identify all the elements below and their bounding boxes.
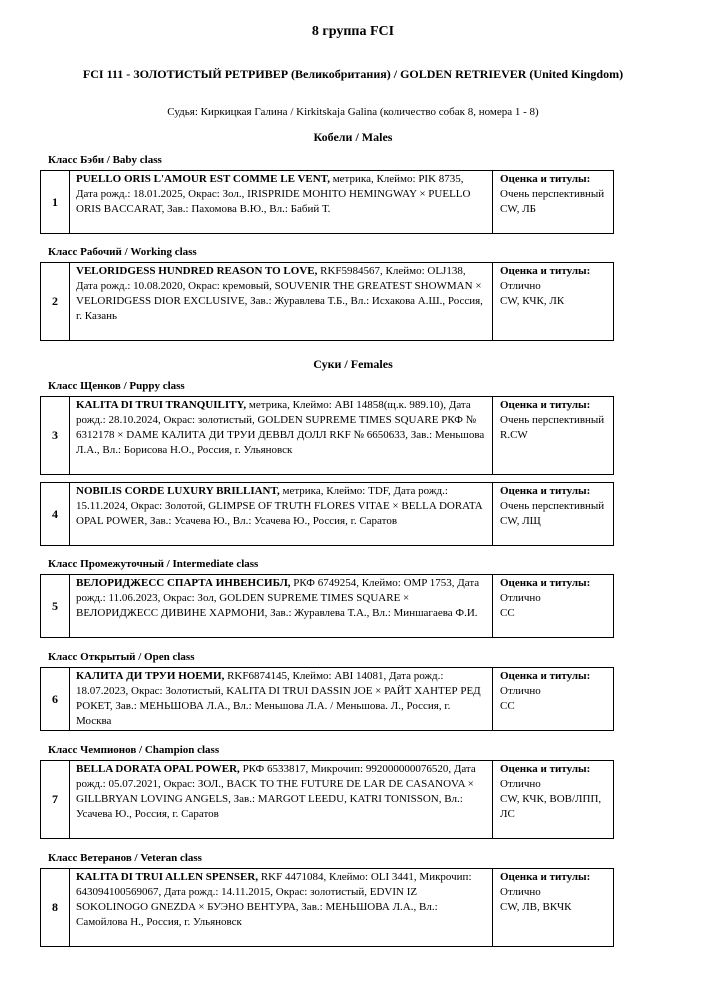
result-grade: Отлично — [500, 280, 541, 292]
result-titles: CW, КЧК, ЛК — [500, 295, 565, 307]
entry-number: 6 — [41, 668, 70, 730]
class-working: Класс Рабочий / Working class — [48, 246, 197, 258]
dog-details: метрика, Клеймо: ABI 14858(щ.к. 989.10), Дата рожд.: 28.10.2024, Окрас: золотистый, GOLDEN SUPREME TIMES SQUARE РКФ № 6312178 × DAME КАЛИТА ДИ ТРУИ ДЕВВЛ ДОЛЛ RKF № 6650633, Зав.: Меньшова Л.А., Вл.: Борисова Н.О., Россия, г. Ульяновск — [76, 399, 485, 456]
entry-result — [493, 575, 613, 637]
dog-name: KALITA DI TRUI TRANQUILITY, — [76, 399, 247, 411]
entry-number: 5 — [41, 575, 70, 637]
result-label: Оценка и титулы: — [500, 763, 591, 775]
entry-5 — [40, 574, 614, 638]
entry-result — [493, 171, 613, 233]
result-titles: CW, ЛБ — [500, 203, 536, 215]
entry-4 — [40, 482, 614, 546]
entry-3 — [40, 396, 614, 475]
result-titles: CC — [500, 607, 515, 619]
result-titles: R.CW — [500, 429, 528, 441]
result-grade: Очень перспективный — [500, 500, 605, 512]
dog-name: ВЕЛОРИДЖЕСС СПАРТА ИНВЕНСИБЛ, — [76, 577, 291, 589]
result-label: Оценка и титулы: — [500, 399, 591, 411]
entry-result — [493, 869, 613, 946]
entry-1 — [40, 170, 614, 234]
dog-name: КАЛИТА ДИ ТРУИ НОЕМИ, — [76, 670, 225, 682]
entry-description — [70, 263, 493, 340]
entry-result — [493, 761, 613, 838]
judge-line: Судья: Киркицкая Галина / Kirkitskaja Galina (количество собак 8, номера 1 - 8) — [167, 106, 539, 118]
entry-7 — [40, 760, 614, 839]
class-veteran: Класс Ветеранов / Veteran class — [48, 852, 202, 864]
section-females: Суки / Females — [313, 357, 393, 371]
entry-number: 8 — [41, 869, 70, 946]
entry-result — [493, 483, 613, 545]
entry-result — [493, 397, 613, 474]
dog-details: РКФ 6749254, Клеймо: OMP 1753, Дата рожд.: 11.06.2023, Окрас: Зол, GOLDEN SUPREME TIMES SQUARE × ВЕЛОРИДЖЕСС ДИВИНЕ ХАРМОНИ, Зав.: Журавлева Т.А., Вл.: Миншагаева Ф.И. — [76, 577, 480, 619]
group-title: 8 группа FCI — [311, 24, 395, 39]
entry-number: 2 — [41, 263, 70, 340]
entry-description — [70, 397, 493, 474]
entry-8 — [40, 868, 614, 947]
result-grade: Отлично — [500, 886, 541, 898]
entry-description — [70, 869, 493, 946]
result-label: Оценка и титулы: — [500, 577, 591, 589]
class-champion: Класс Чемпионов / Champion class — [48, 744, 220, 756]
entry-description — [70, 483, 493, 545]
result-titles: CW, ЛЩ — [500, 515, 541, 527]
entry-number: 7 — [41, 761, 70, 838]
result-grade: Очень перспективный — [500, 188, 605, 200]
result-label: Оценка и титулы: — [500, 173, 591, 185]
result-grade: Отлично — [500, 685, 541, 697]
entry-number: 4 — [41, 483, 70, 545]
result-label: Оценка и титулы: — [500, 485, 591, 497]
dog-details: метрика, Клеймо: PIK 8735, Дата рожд.: 18.01.2025, Окрас: Зол., IRISPRIDE MOHITO HEMINGWAY × PUELLO ORIS BACCARAT, Зав.: Пахомова В.Ю., Вл.: Бабий Т. — [76, 173, 471, 215]
result-grade: Отлично — [500, 592, 541, 604]
entry-description — [70, 171, 493, 233]
entry-description — [70, 668, 493, 730]
result-titles: CW, КЧК, BOB/ЛПП, — [500, 793, 602, 805]
dog-name: VELORIDGESS HUNDRED REASON TO LOVE, — [76, 265, 318, 277]
section-males: Кобели / Males — [313, 130, 393, 144]
entry-description — [70, 575, 493, 637]
dog-details: RKF5984567, Клеймо: OLJ138, Дата рожд.: 10.08.2020, Окрас: кремовый, SOUVENIR THE GREATEST SHOWMAN × VELORIDGESS DIOR EXCLUSIVE, Зав.: Журавлева Т.Б., Вл.: Исхакова А.Ш., Россия, г. Казань — [76, 265, 483, 322]
class-intermediate: Класс Промежуточный / Intermediate class — [48, 558, 259, 570]
dog-name: NOBILIS CORDE LUXURY BRILLIANT, — [76, 485, 280, 497]
breed-title: FCI 111 - ЗОЛОТИСТЫЙ РЕТРИВЕР (Великобритания) / GOLDEN RETRIEVER (United Kingdom) — [82, 67, 624, 81]
dog-details: RKF 4471084, Клеймо: OLI 3441, Микрочип: 643094100569067, Дата рожд.: 14.11.2015, Окрас: золотистый, EDVIN IZ SOKOLINOGO GNEZDA × БУЭНО ВЕНТУРА, Зав.: МЕНЬШОВА Л.А., Вл.: Самойлова Н., Россия, г. Ульяновск — [76, 871, 472, 928]
result-label: Оценка и титулы: — [500, 871, 591, 883]
entry-result — [493, 263, 613, 340]
entry-number: 1 — [41, 171, 70, 233]
class-open: Класс Открытый / Open class — [48, 651, 195, 663]
result-titles: CC — [500, 700, 515, 712]
result-titles: CW, ЛВ, ВКЧК — [500, 901, 572, 913]
result-grade: Отлично — [500, 778, 541, 790]
entry-2 — [40, 262, 614, 341]
result-titles-extra: ЛС — [500, 808, 515, 820]
dog-name: KALITA DI TRUI ALLEN SPENSER, — [76, 871, 259, 883]
dog-name: BELLA DORATA OPAL POWER, — [76, 763, 240, 775]
result-grade: Очень перспективный — [500, 414, 605, 426]
result-label: Оценка и титулы: — [500, 670, 591, 682]
dog-details: метрика, Клеймо: TDF, Дата рожд.: 15.11.2024, Окрас: Золотой, GLIMPSE OF TRUTH FLORES VITAE × BELLA DORATA OPAL POWER, Зав.: Усачева Ю., Вл.: Усачева Ю., Россия, г. Саратов — [76, 485, 483, 527]
dog-details: РКФ 6533817, Микрочип: 992000000076520, Дата рожд.: 05.07.2021, Окрас: ЗОЛ., BACK TO THE FUTURE DE LAR DE CASANOVA × GILLBRYAN LOVING ANGELS, Зав.: MARGOT LEEDU, KATRI TONISSON, Вл.: Усачева Ю., Россия, г. Саратов — [76, 763, 476, 820]
class-puppy: Класс Щенков / Puppy class — [48, 380, 185, 392]
entry-description — [70, 761, 493, 838]
entry-result — [493, 668, 613, 730]
entry-number: 3 — [41, 397, 70, 474]
dog-name: PUELLO ORIS L'AMOUR EST COMME LE VENT, — [76, 173, 330, 185]
class-baby: Класс Бэби / Baby class — [48, 154, 162, 166]
dog-details: RKF6874145, Клеймо: ABI 14081, Дата рожд.: 18.07.2023, Окрас: Золотистый, KALITA DI TRUI DASSIN JOE × РАЙТ ХАНТЕР РЕД РОКЕТ, Зав.: МЕНЬШОВА Л.А., Вл.: Меньшова Л.А. / Меньшова. Л., Россия, г. Москва — [76, 670, 481, 727]
result-label: Оценка и титулы: — [500, 265, 591, 277]
entry-6 — [40, 667, 614, 731]
